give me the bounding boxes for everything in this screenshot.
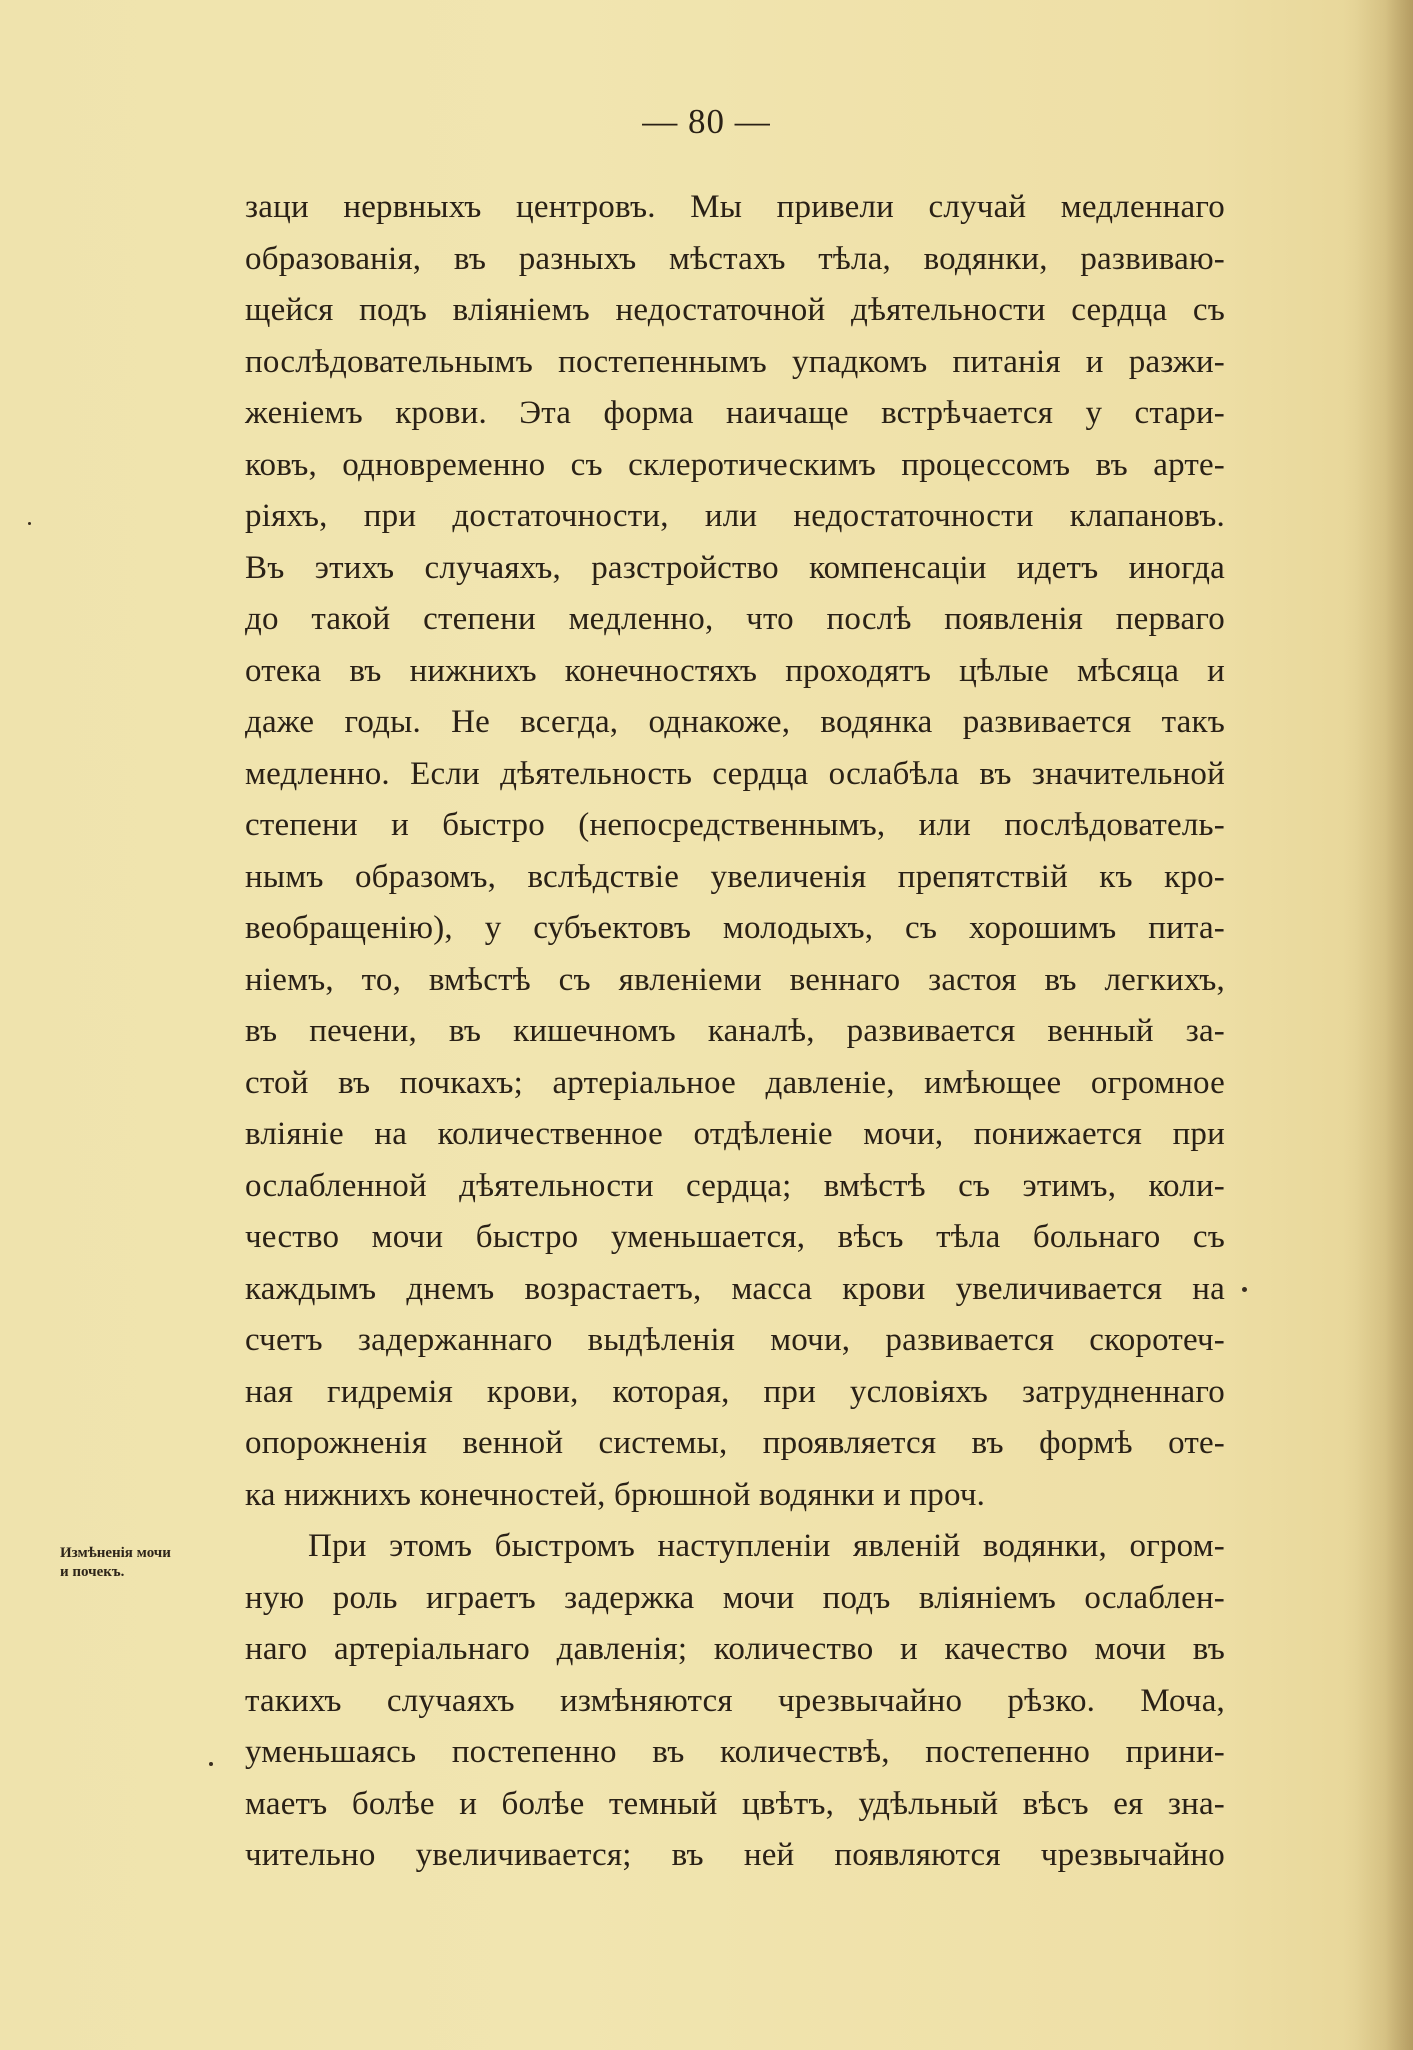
text-line: При этомъ быстромъ наступленіи явленій водянки, огром-	[308, 1528, 1225, 1564]
text-line: даже годы. Не всегда, однакоже, водянка развивается такъ	[245, 704, 1225, 740]
text-line: наго артеріальнаго давленія; количество и качество мочи въ	[245, 1631, 1225, 1667]
text-line: ная гидремія крови, которая, при условіяхъ затрудненнаго	[245, 1373, 1225, 1410]
body-text	[245, 182, 1225, 1882]
text-line: ніемъ, то, вмѣстѣ съ явленіеми веннаго застоя въ легкихъ,	[245, 961, 1225, 998]
text-line: нымъ образомъ, вслѣдствіе увеличенія препятствій къ кро-	[245, 858, 1225, 895]
ink-speck	[28, 522, 31, 525]
text-line: такихъ случаяхъ измѣняются чрезвычайно рѣзко. Моча,	[245, 1682, 1225, 1719]
text-line: вліяніе на количественное отдѣленіе мочи, понижается при	[245, 1116, 1225, 1152]
margin-note	[60, 1544, 235, 1582]
text-line: до такой степени медленно, что послѣ появленія перваго	[245, 601, 1225, 637]
text-line: ослабленной дѣятельности сердца; вмѣстѣ съ этимъ, коли-	[245, 1167, 1225, 1204]
text-line: заци нервныхъ центровъ. Мы привели случай медленнаго	[245, 189, 1225, 225]
text-line: ріяхъ, при достаточности, или недостаточности клапановъ.	[245, 498, 1225, 534]
margin-note-line: и почекъ.	[60, 1564, 125, 1580]
text-line: стой въ почкахъ; артеріальное давленіе, имѣющее огромное	[245, 1064, 1225, 1101]
text-line: счетъ задержаннаго выдѣленія мочи, развивается скоротеч-	[245, 1322, 1225, 1358]
text-line: медленно. Если дѣятельность сердца ослабѣла въ значительной	[245, 755, 1225, 792]
text-line: ковъ, одновременно съ склеротическимъ процессомъ въ арте-	[245, 446, 1225, 483]
page-edge-shadow	[1343, 0, 1413, 2050]
text-line: щейся подъ вліяніемъ недостаточной дѣятельности сердца съ	[245, 292, 1225, 328]
text-line: чество мочи быстро уменьшается, вѣсъ тѣла больнаго съ	[245, 1219, 1225, 1255]
text-line: ка нижнихъ конечностей, брюшной водянки и проч.	[245, 1476, 986, 1513]
text-line: уменьшаясь постепенно въ количествѣ, постепенно прини-	[245, 1734, 1225, 1770]
ink-speck	[209, 1762, 213, 1766]
text-line: ную роль играетъ задержка мочи подъ вліяніемъ ослаблен-	[245, 1579, 1225, 1616]
text-line: опорожненія венной системы, проявляется въ формѣ оте-	[245, 1425, 1225, 1461]
text-line: чительно увеличивается; въ ней появляются чрезвычайно	[245, 1837, 1225, 1873]
text-line: въ печени, въ кишечномъ каналѣ, развивается венный за-	[245, 1013, 1225, 1049]
text-line: маетъ болѣе и болѣе темный цвѣтъ, удѣльный вѣсъ ея зна-	[245, 1785, 1225, 1822]
text-line: веобращенію), у субъектовъ молодыхъ, съ хорошимъ пита-	[245, 910, 1225, 946]
text-line: степени и быстро (непосредственнымъ, или послѣдователь-	[245, 807, 1225, 843]
text-line: послѣдовательнымъ постепеннымъ упадкомъ питанія и разжи-	[245, 343, 1225, 380]
text-line: каждымъ днемъ возрастаетъ, масса крови увеличивается на	[245, 1270, 1225, 1307]
text-line: Въ этихъ случаяхъ, разстройство компенсаціи идетъ иногда	[245, 549, 1225, 586]
page-number: — 80 —	[642, 102, 771, 141]
margin-note-line: Измѣненія мочи	[60, 1545, 171, 1561]
text-line: образованія, въ разныхъ мѣстахъ тѣла, водянки, развиваю-	[245, 240, 1225, 277]
text-line: женіемъ крови. Эта форма наичаще встрѣчается у стари-	[245, 395, 1225, 431]
text-line: отека въ нижнихъ конечностяхъ проходятъ цѣлые мѣсяца и	[245, 652, 1225, 689]
ink-speck	[1242, 1287, 1247, 1292]
